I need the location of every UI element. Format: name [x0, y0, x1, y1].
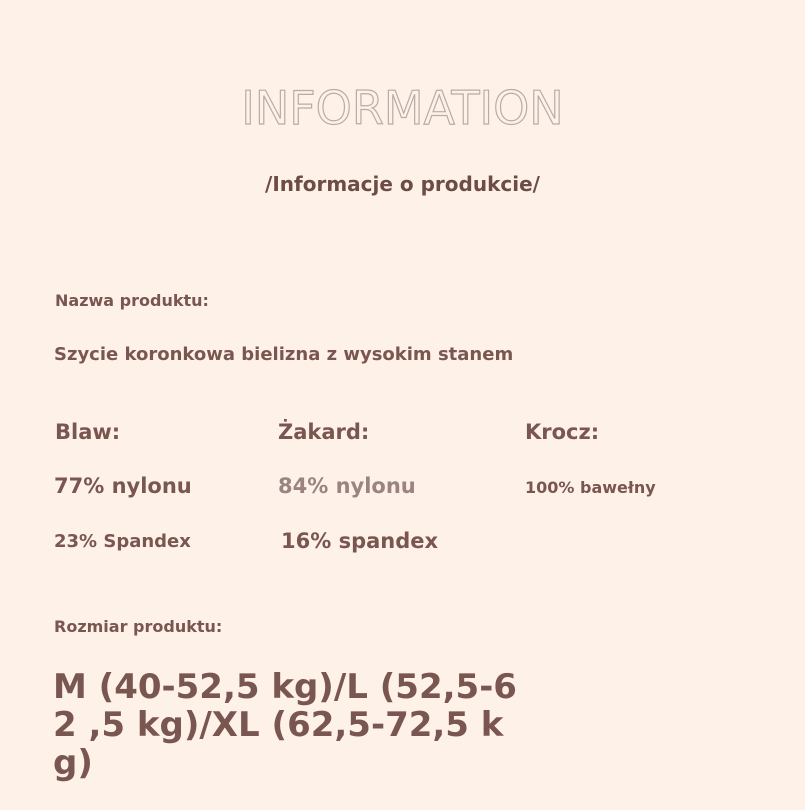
product-name-label: Nazwa produktu: [55, 291, 209, 310]
blaw-line-1: 77% nylonu [54, 474, 192, 498]
size-label: Rozmiar produktu: [54, 617, 223, 636]
size-value: M (40-52,5 kg)/L (52,5-62 ,5 kg)/XL (62,5-72,5 kg) [53, 667, 517, 783]
zakard-line-1: 84% nylonu [278, 474, 416, 498]
blaw-line-2: 23% Spandex [54, 531, 191, 552]
zakard-label: Żakard: [278, 420, 370, 444]
krocz-line-1: 100% bawełny [525, 478, 656, 497]
krocz-label: Krocz: [525, 420, 600, 444]
page-title: INFORMATION [241, 81, 564, 135]
page-subtitle: /Informacje o produkcie/ [265, 172, 540, 196]
product-name-value: Szycie koronkowa bielizna z wysokim stanem [54, 344, 514, 365]
blaw-label: Blaw: [55, 420, 121, 444]
zakard-line-2: 16% spandex [281, 529, 439, 553]
